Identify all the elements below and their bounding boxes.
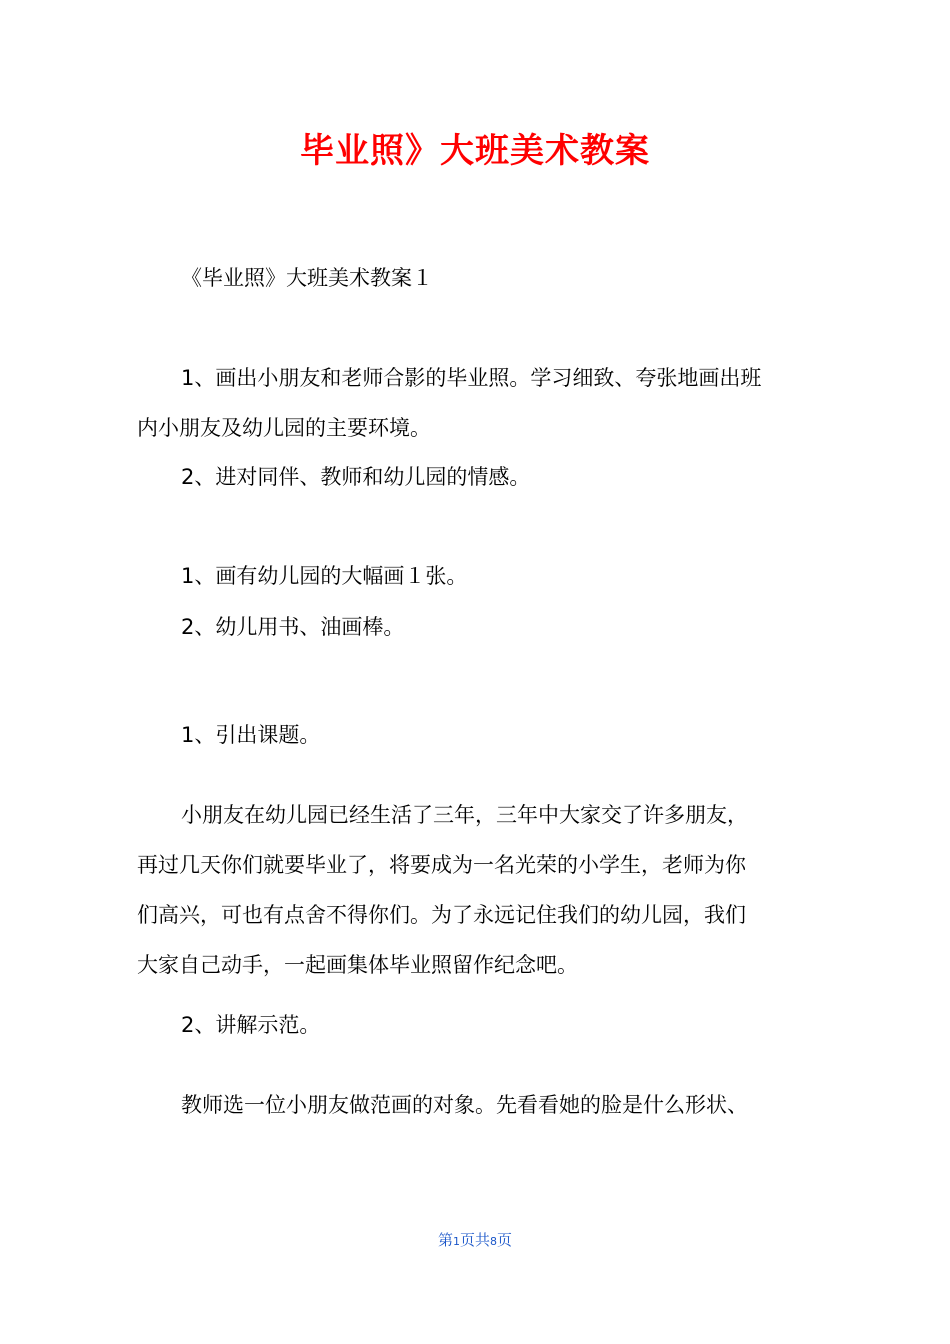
process-paragraph-1-line-3: 们高兴，可也有点舍不得你们。为了永远记住我们的幼儿园，我们 [137,903,746,927]
material-item-1: 1、画有幼儿园的大幅画１张。 [181,564,468,588]
page-footer [0,1229,950,1253]
footer-suffix: 页 [497,1231,513,1249]
process-step-2: 2、讲解示范。 [181,1013,321,1037]
footer-total-pages: 8 [490,1235,497,1248]
material-item-2: 2、幼儿用书、油画棒。 [181,615,405,639]
process-paragraph-1-line-4: 大家自己动手，一起画集体毕业照留作纪念吧。 [137,953,578,977]
goal-item-1-line-1: 1、画出小朋友和老师合影的毕业照。学习细致、夸张地画出班 [181,366,762,390]
footer-prefix: 第 [437,1231,453,1249]
goal-item-1-line-2: 内小朋友及幼儿园的主要环境。 [137,416,431,440]
footer-middle: 页共 [459,1231,490,1249]
process-step-1: 1、引出课题。 [181,723,321,747]
process-paragraph-1-line-2: 再过几天你们就要毕业了，将要成为一名光荣的小学生，老师为你 [137,853,746,877]
document-title: 毕业照》大班美术教案 [300,131,650,171]
process-paragraph-1-line-1: 小朋友在幼儿园已经生活了三年，三年中大家交了许多朋友， [181,803,748,827]
process-paragraph-2-line-1: 教师选一位小朋友做范画的对象。先看看她的脸是什么形状、 [181,1093,748,1117]
goal-item-2: 2、进对同伴、教师和幼儿园的情感。 [181,465,531,489]
lesson-subtitle: 《毕业照》大班美术教案１ [181,266,433,290]
footer-page-number: 1 [452,1235,460,1248]
